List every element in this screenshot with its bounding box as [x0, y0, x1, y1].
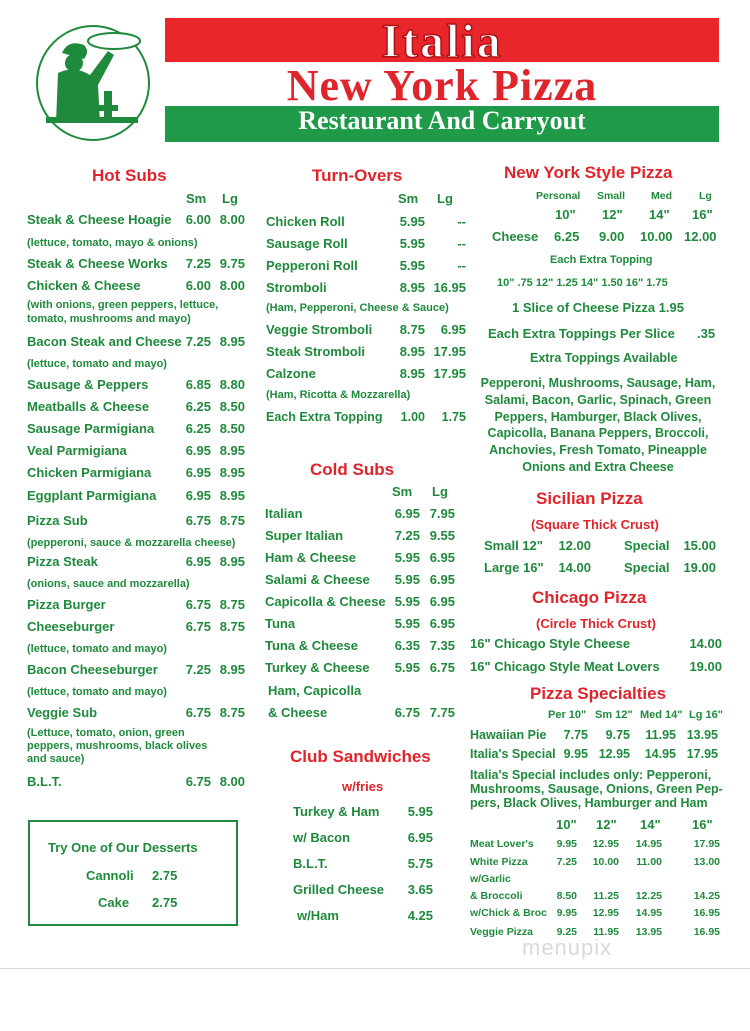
specialty-price: 9.75	[605, 728, 630, 742]
hot-sub-price-sm: 6.95	[185, 488, 211, 503]
ny-slice-line: 1 Slice of Cheese Pizza 1.95	[512, 300, 684, 315]
ny-pizza-heading: New York Style Pizza	[504, 163, 673, 182]
sicilian-price: 14.00	[558, 560, 591, 575]
cold-sub-price-lg: 6.95	[429, 572, 455, 587]
cold-sub-name: Capicolla & Cheese	[265, 594, 386, 609]
turnover-note: (Ham, Pepperoni, Cheese & Sauce)	[266, 302, 449, 314]
specialty-price: 12.95	[598, 747, 630, 761]
specialty-price: 11.25	[593, 890, 619, 902]
hot-sub-price-sm: 6.00	[185, 212, 211, 227]
specialty-price: 13.95	[686, 728, 718, 742]
cold-sub-price-sm: 5.95	[394, 616, 420, 631]
hot-sub-name: Pizza Steak	[27, 554, 98, 569]
club-name: Turkey & Ham	[293, 804, 380, 819]
hot-sub-name: Meatballs & Cheese	[27, 399, 150, 414]
cold-sub-price-sm: 5.95	[394, 572, 420, 587]
specialty-price: 11.95	[593, 926, 619, 938]
hot-sub-note: (lettuce, tomato and mayo)	[27, 686, 167, 698]
chicago-price: 14.00	[689, 636, 722, 651]
ny-inch-label: 12"	[602, 207, 623, 222]
spec-inch-label: 12"	[596, 817, 617, 832]
topping-line: Onions and Extra Cheese	[522, 460, 674, 474]
hot-sub-price-sm: 7.25	[185, 256, 211, 271]
hot-sub-price-sm: 6.25	[185, 399, 211, 414]
specialty-name: Hawaiian Pie	[470, 728, 547, 742]
chicago-subheading: (Circle Thick Crust)	[536, 616, 656, 631]
specialty-price: 9.95	[563, 747, 588, 761]
hot-sub-price-lg: 8.00	[219, 212, 245, 227]
chicago-heading: Chicago Pizza	[532, 588, 647, 607]
sicilian-special-price: 15.00	[683, 538, 716, 553]
ny-extra-heading: Each Extra Topping	[550, 254, 653, 266]
turnover-name: Each Extra Topping	[266, 410, 383, 424]
hot-sub-price-sm: 6.25	[185, 421, 211, 436]
cold-sub-price-lg: 7.95	[429, 506, 455, 521]
cold-sub-price-lg: 9.55	[429, 528, 455, 543]
sicilian-special-price: 19.00	[683, 560, 716, 575]
hot-sub-price-lg: 8.95	[219, 554, 245, 569]
hot-subs-heading: Hot Subs	[92, 166, 167, 185]
hot-sub-name: Steak & Cheese Works	[27, 256, 168, 271]
dessert-item-price: 2.75	[152, 895, 178, 910]
club-price: 6.95	[407, 830, 433, 845]
hot-sub-note: tomato, mushrooms and mayo)	[27, 313, 191, 325]
cold-subs-col-lg: Lg	[432, 484, 448, 499]
sicilian-special-label: Special	[624, 538, 670, 553]
hot-sub-price-lg: 8.95	[219, 488, 245, 503]
club-price: 3.65	[407, 882, 433, 897]
sicilian-size: Large 16"	[484, 560, 544, 575]
hot-sub-price-sm: 6.95	[185, 554, 211, 569]
specialty-price: 9.25	[556, 926, 577, 938]
topping-line: Capicolla, Banana Peppers, Broccoli,	[487, 426, 709, 441]
hot-sub-price-lg: 8.75	[219, 513, 245, 528]
sicilian-special-label: Special	[624, 560, 670, 575]
cold-sub-name: Salami & Cheese	[265, 572, 370, 587]
club-name: w/ Bacon	[293, 830, 351, 845]
turnover-price-lg: 6.95	[440, 322, 466, 337]
cold-sub-price-sm: 6.95	[394, 506, 420, 521]
hot-sub-name: Veggie Sub	[27, 705, 98, 720]
hot-subs-col-sm: Sm	[186, 191, 207, 206]
sicilian-subheading: (Square Thick Crust)	[531, 517, 659, 532]
hot-sub-price-sm: 6.75	[185, 597, 211, 612]
hot-sub-price-lg: 9.75	[219, 256, 245, 271]
club-name: w/Ham	[297, 908, 339, 923]
spec-inch-label: 16"	[692, 817, 713, 832]
cold-subs-col-sm: Sm	[392, 484, 413, 499]
specialty-price: 14.25	[693, 890, 720, 902]
specialties-heading: Pizza Specialties	[530, 684, 667, 703]
spec-note-line: pers, Black Olives, Hamburger and Ham	[470, 796, 708, 810]
cold-sub-name: Super Italian	[265, 528, 344, 543]
cold-sub-name: Italian	[265, 506, 303, 521]
turnover-price-sm: 8.95	[399, 366, 425, 381]
turnover-price-sm: 5.95	[399, 236, 425, 251]
spec-col-label: Per 10"	[548, 709, 587, 721]
specialty-price: 14.95	[635, 838, 662, 850]
ny-inch-label: 14"	[649, 207, 670, 222]
club-heading: Club Sandwiches	[290, 747, 431, 766]
restaurant-subtitle: New York Pizza	[286, 61, 598, 110]
ny-size-label: Med	[651, 190, 672, 202]
hot-subs-col-lg: Lg	[222, 191, 238, 206]
specialty-price: 12.95	[592, 838, 619, 850]
hot-sub-note: (with onions, green peppers, lettuce,	[27, 299, 219, 311]
cold-sub-name: Turkey & Cheese	[265, 660, 370, 675]
spec-note-line: Mushrooms, Sausage, Onions, Green Pep-	[470, 782, 723, 796]
club-price: 4.25	[407, 908, 433, 923]
specialty-price: 17.95	[686, 747, 718, 761]
turnover-price-lg: 16.95	[433, 280, 466, 295]
ny-cheese-price: 12.00	[684, 229, 717, 244]
turnover-price-sm: 8.75	[399, 322, 425, 337]
specialty-price: 13.95	[635, 926, 662, 938]
hot-sub-price-lg: 8.00	[219, 278, 245, 293]
sicilian-heading: Sicilian Pizza	[536, 489, 643, 508]
hot-sub-price-lg: 8.95	[219, 334, 245, 349]
specialty-price: 7.25	[556, 856, 577, 868]
hot-sub-price-lg: 8.75	[219, 705, 245, 720]
hot-sub-name: Eggplant Parmigiana	[27, 488, 157, 503]
club-price: 5.95	[407, 804, 433, 819]
ny-size-label: Personal	[536, 190, 581, 202]
cold-sub-price-sm: 7.25	[394, 528, 420, 543]
hot-sub-price-sm: 6.75	[185, 619, 211, 634]
hot-sub-note: (lettuce, tomato, mayo & onions)	[27, 237, 198, 249]
topping-line: Peppers, Hamburger, Black Olives,	[494, 409, 702, 424]
turnover-price-lg: 17.95	[433, 344, 466, 359]
turnover-price-sm: 5.95	[399, 258, 425, 273]
specialty-name: Veggie Pizza	[470, 926, 534, 938]
specialty-price: 16.95	[693, 926, 720, 938]
chicago-name: 16" Chicago Style Meat Lovers	[470, 659, 660, 674]
hot-sub-price-sm: 6.95	[185, 465, 211, 480]
hot-sub-name: B.L.T.	[27, 774, 62, 789]
dessert-box	[28, 820, 238, 926]
club-subheading: w/fries	[342, 779, 384, 794]
ny-avail-heading: Extra Toppings Available	[530, 351, 678, 365]
specialty-name: Meat Lover's	[470, 838, 534, 850]
club-name: B.L.T.	[293, 856, 328, 871]
cold-sub-name: Tuna	[265, 616, 296, 631]
hot-sub-price-sm: 6.00	[185, 278, 211, 293]
hot-sub-note: peppers, mushrooms, black olives	[27, 740, 208, 752]
specialty-name: w/Garlic	[470, 873, 511, 885]
hot-sub-note: and sauce)	[27, 753, 85, 765]
specialty-price: 10.00	[592, 856, 619, 868]
hot-sub-name: Chicken & Cheese	[27, 278, 141, 293]
club-price: 5.75	[407, 856, 433, 871]
hot-sub-price-sm: 6.75	[185, 513, 211, 528]
turnover-price-sm: 5.95	[399, 214, 425, 229]
hot-sub-price-sm: 7.25	[185, 662, 211, 677]
spec-inch-label: 14"	[640, 817, 661, 832]
hot-sub-note: (onions, sauce and mozzarella)	[27, 578, 190, 590]
hot-sub-name: Veal Parmigiana	[27, 443, 127, 458]
hot-sub-name: Bacon Steak and Cheese	[27, 334, 182, 349]
hot-sub-name: Pizza Sub	[27, 513, 88, 528]
hot-sub-price-lg: 8.95	[219, 662, 245, 677]
turnover-price-sm: 8.95	[399, 344, 425, 359]
spec-col-label: Sm 12"	[595, 709, 633, 721]
turnover-name: Sausage Roll	[266, 236, 348, 251]
hot-sub-name: Sausage Parmigiana	[27, 421, 155, 436]
ny-size-label: Lg	[699, 190, 712, 202]
ny-cheese-price: 10.00	[640, 229, 673, 244]
club-name: Grilled Cheese	[293, 882, 385, 897]
turnover-price-lg: --	[457, 258, 466, 273]
specialty-price: 7.75	[563, 728, 588, 742]
hot-sub-name: Steak & Cheese Hoagie	[27, 212, 172, 227]
specialty-name: White Pizza	[470, 856, 528, 868]
spec-col-label: Lg 16"	[689, 709, 723, 721]
specialty-name: w/Chick & Broc	[470, 907, 548, 919]
turnover-note: (Ham, Ricotta & Mozzarella)	[266, 389, 411, 401]
cold-sub-price-lg: 6.95	[429, 594, 455, 609]
hot-sub-price-lg: 8.95	[219, 465, 245, 480]
hot-sub-price-sm: 6.85	[185, 377, 211, 392]
specialty-price: 14.95	[635, 907, 662, 919]
restaurant-name: Italia	[381, 15, 503, 68]
hot-sub-note: (Lettuce, tomato, onion, green	[27, 727, 185, 739]
specialty-price: 11.00	[636, 856, 662, 868]
hot-sub-name: Sausage & Peppers	[27, 377, 149, 392]
specialty-name: Italia's Special	[470, 747, 556, 761]
hot-sub-note: (lettuce, tomato and mayo)	[27, 358, 167, 370]
cold-sub-price-sm: 5.95	[394, 660, 420, 675]
ny-size-label: Small	[597, 190, 626, 202]
specialty-price: 13.00	[693, 856, 720, 868]
chicago-price: 19.00	[689, 659, 722, 674]
turnover-price-lg: 17.95	[433, 366, 466, 381]
cold-sub-price-lg: 7.75	[429, 705, 455, 720]
cold-sub-name: Tuna & Cheese	[265, 638, 358, 653]
spec-note-line: Italia's Special includes only: Pepperoni,	[470, 768, 712, 782]
hot-sub-price-lg: 8.80	[219, 377, 245, 392]
hot-sub-name: Bacon Cheeseburger	[27, 662, 158, 677]
cold-sub-price-lg: 6.75	[429, 660, 455, 675]
dessert-item-name: Cake	[98, 895, 130, 910]
sicilian-price: 12.00	[558, 538, 591, 553]
specialty-price: 14.95	[644, 747, 676, 761]
cold-sub-price-lg: 7.35	[429, 638, 455, 653]
hot-sub-price-sm: 6.95	[185, 443, 211, 458]
hot-sub-name: Chicken Parmigiana	[27, 465, 152, 480]
hot-sub-price-sm: 6.75	[185, 774, 211, 789]
hot-sub-price-sm: 7.25	[185, 334, 211, 349]
cold-sub-name: & Cheese	[268, 705, 328, 720]
hot-sub-price-lg: 8.00	[219, 774, 245, 789]
ny-inch-label: 10"	[555, 207, 576, 222]
turnover-price-lg: 1.75	[441, 410, 466, 424]
hot-sub-price-sm: 6.75	[185, 705, 211, 720]
ny-cheese-price: 6.25	[554, 229, 580, 244]
turnovers-heading: Turn-Overs	[312, 166, 403, 185]
specialty-price: 12.25	[635, 890, 662, 902]
spec-col-label: Med 14"	[640, 709, 683, 721]
ny-inch-label: 16"	[692, 207, 713, 222]
ny-slice-topping-price: .35	[697, 326, 716, 341]
spec-inch-label: 10"	[556, 817, 577, 832]
hot-sub-price-lg: 8.50	[219, 421, 245, 436]
specialty-price: 9.95	[556, 907, 577, 919]
cold-sub-price-sm: 5.95	[394, 594, 420, 609]
topping-line: Salami, Bacon, Garlic, Spinach, Green	[484, 392, 712, 407]
chef-logo	[34, 21, 152, 141]
specialty-price: 16.95	[693, 907, 720, 919]
chicago-name: 16" Chicago Style Cheese	[470, 636, 631, 651]
cold-sub-price-sm: 6.35	[394, 638, 420, 653]
cold-sub-price-lg: 6.95	[429, 616, 455, 631]
turnover-name: Stromboli	[266, 280, 327, 295]
specialty-price: 8.50	[556, 890, 577, 902]
dessert-item-name: Cannoli	[86, 868, 134, 883]
turnover-name: Chicken Roll	[266, 214, 345, 229]
ny-cheese-price: 9.00	[599, 229, 625, 244]
specialty-price: 11.95	[645, 728, 676, 742]
dessert-heading: Try One of Our Desserts	[48, 840, 198, 855]
cold-sub-name: Ham, Capicolla	[268, 683, 362, 698]
specialty-price: 9.95	[556, 838, 577, 850]
turnover-name: Calzone	[266, 366, 316, 381]
hot-sub-note: (pepperoni, sauce & mozzarella cheese)	[27, 537, 236, 549]
turnover-name: Veggie Stromboli	[266, 322, 373, 337]
cold-sub-name: Ham & Cheese	[265, 550, 357, 565]
cold-subs-heading: Cold Subs	[310, 460, 395, 479]
turnover-price-lg: --	[457, 214, 466, 229]
hot-sub-name: Pizza Burger	[27, 597, 106, 612]
cold-sub-price-lg: 6.95	[429, 550, 455, 565]
restaurant-tagline: Restaurant And Carryout	[298, 106, 586, 135]
specialty-price: 17.95	[693, 838, 720, 850]
turnover-name: Steak Stromboli	[266, 344, 365, 359]
topping-line: Pepperoni, Mushrooms, Sausage, Ham,	[480, 376, 716, 390]
hot-sub-price-lg: 8.75	[219, 597, 245, 612]
specialty-name: & Broccoli	[470, 890, 523, 902]
turnover-price-sm: 1.00	[400, 410, 425, 424]
hot-sub-note: (lettuce, tomato and mayo)	[27, 643, 167, 655]
cold-sub-price-sm: 5.95	[394, 550, 420, 565]
turnovers-col-sm: Sm	[398, 191, 419, 206]
specialty-price: 12.95	[592, 907, 619, 919]
turnover-price-lg: --	[457, 236, 466, 251]
turnover-name: Pepperoni Roll	[266, 258, 358, 273]
ny-cheese-label: Cheese	[492, 229, 539, 244]
hot-sub-price-lg: 8.95	[219, 443, 245, 458]
hot-sub-name: Cheeseburger	[27, 619, 115, 634]
hot-sub-price-lg: 8.50	[219, 399, 245, 414]
turnovers-col-lg: Lg	[437, 191, 453, 206]
topping-line: Anchovies, Fresh Tomato, Pineapple	[489, 443, 707, 458]
menupix-watermark: menupix	[522, 935, 613, 960]
page-bottom-edge	[0, 968, 750, 969]
hot-sub-price-lg: 8.75	[219, 619, 245, 634]
ny-extra-line: 10" .75 12" 1.25 14" 1.50 16" 1.75	[497, 277, 668, 289]
turnover-price-sm: 8.95	[399, 280, 425, 295]
cold-sub-price-sm: 6.75	[394, 705, 420, 720]
ny-slice-topping-label: Each Extra Toppings Per Slice	[488, 326, 675, 341]
dessert-item-price: 2.75	[152, 868, 178, 883]
sicilian-size: Small 12"	[484, 538, 543, 553]
